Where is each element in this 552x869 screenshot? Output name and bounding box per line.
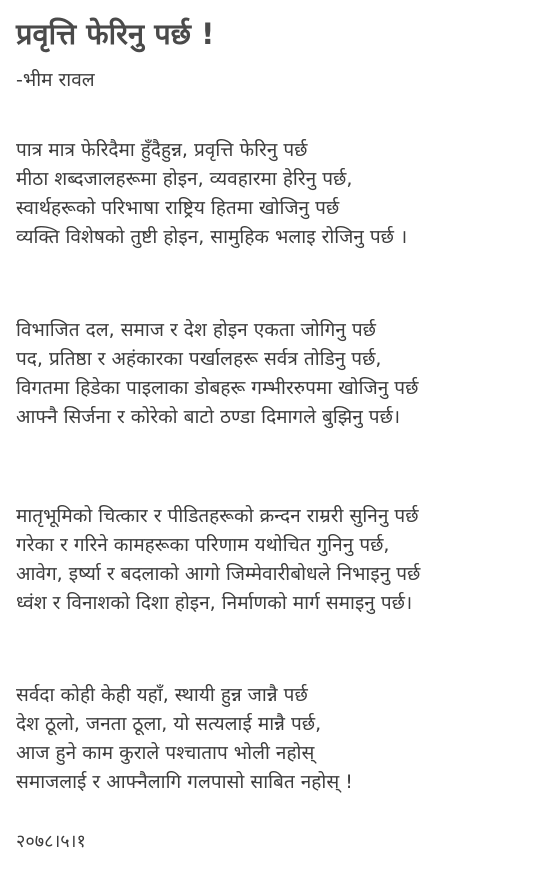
poem-author: -भीम रावल <box>16 69 95 91</box>
poem-line: मीठा शब्दजालहरूमा होइन, व्यवहारमा हेरिनु पर्छ, <box>16 168 353 190</box>
poem-line: मातृभूमिको चित्कार र पीडितहरूको क्रन्दन राम्ररी सुनिनु पर्छ <box>16 505 419 527</box>
poem-line: पात्र मात्र फेरिदैमा हुँदैहुन्न, प्रवृत्ति फेरिनु पर्छ <box>16 139 308 161</box>
stanza-2 <box>16 316 546 432</box>
poem-line: आफ्नै सिर्जना र कोरेको बाटो ठण्डा दिमागले बुझिनु पर्छ। <box>16 406 401 428</box>
poem-line: ध्वंश र विनाशको दिशा होइन, निर्माणको मार्ग समाइनु पर्छ। <box>16 592 413 614</box>
poem-title: प्रवृत्ति फेरिनु पर्छ ! <box>16 17 215 51</box>
poem-line: गरेका र गरिने कामहरूका परिणाम यथोचित गुनिनु पर्छ, <box>16 534 390 556</box>
poem-line: स्वार्थहरूको परिभाषा राष्ट्रिय हितमा खोजिनु पर्छ <box>16 197 340 219</box>
stanza-1 <box>16 136 546 252</box>
poem-line: आज हुने काम कुराले पश्चाताप भोली नहोस् <box>16 742 315 764</box>
poem-line: देश ठूलो, जनता ठूला, यो सत्यलाई मान्नै पर्छ, <box>16 713 322 735</box>
poem-line: सर्वदा कोही केही यहाँ, स्थायी हुन्न जान्नै पर्छ <box>16 684 308 706</box>
stanza-4 <box>16 681 546 797</box>
poem-line: विभाजित दल, समाज र देश होइन एकता जोगिनु पर्छ <box>16 319 376 341</box>
poem-date: २०७८।५।१ <box>16 831 86 852</box>
poem-line: समाजलाई र आफ्नैलागि गलपासो साबित नहोस् ! <box>16 771 353 793</box>
poem-line: व्यक्ति विशेषको तुष्टी होइन, सामुहिक भलाइ रोजिनु पर्छ । <box>16 226 408 248</box>
poem-line: पद, प्रतिष्ठा र अहंकारका पर्खालहरू सर्वत्र तोडिनु पर्छ, <box>16 348 382 370</box>
stanza-3 <box>16 502 546 618</box>
poem-line: विगतमा हिडेका पाइलाका डोबहरू गम्भीररुपमा खोजिनु पर्छ <box>16 377 419 399</box>
poem-line: आवेग, इर्ष्या र बदलाको आगो जिम्मेवारीबोधले निभाइनु पर्छ <box>16 563 421 585</box>
